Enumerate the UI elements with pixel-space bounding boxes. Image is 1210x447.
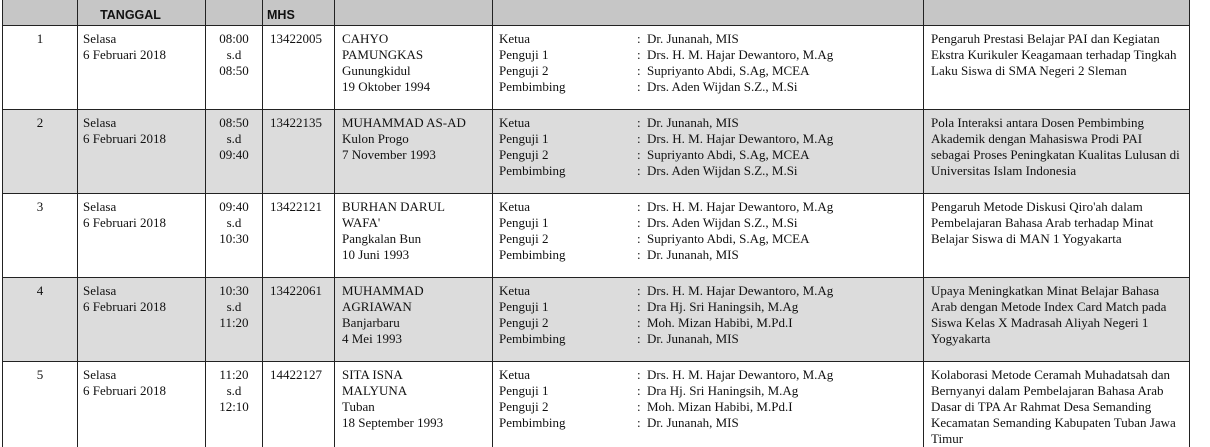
table-row [3, 278, 1190, 362]
date-text: 6 Februari 2018 [83, 299, 205, 315]
examiner-separator: : [637, 199, 647, 215]
student-name-cell [335, 194, 493, 278]
time-cell [206, 278, 263, 362]
examiner-separator: : [637, 299, 647, 315]
student-name-line: MUHAMMAD [342, 283, 492, 299]
examiner-row [499, 63, 923, 79]
header-row [3, 0, 1190, 26]
student-name-line: CAHYO [342, 31, 492, 47]
examiner-list [499, 31, 923, 95]
student-id-cell [263, 362, 335, 447]
table-row [3, 110, 1190, 194]
table-row [3, 26, 1190, 110]
schedule-table [2, 0, 1190, 447]
student-id: 13422135 [270, 115, 322, 130]
time-start: 09:40 [206, 199, 262, 215]
examiner-row [499, 399, 923, 415]
examiner-name: Drs. H. M. Hajar Dewantoro, M.Ag [647, 47, 833, 63]
student-id-cell [263, 278, 335, 362]
examiner-separator: : [637, 47, 647, 63]
header-mhs: MHS [263, 0, 335, 26]
date-cell [78, 110, 206, 194]
examiner-name: Moh. Mizan Habibi, M.Pd.I [647, 399, 793, 415]
row-number [3, 26, 78, 110]
examiner-separator: : [637, 415, 647, 431]
examiner-separator: : [637, 283, 647, 299]
table-row [3, 362, 1190, 447]
time-end: 11:20 [206, 315, 262, 331]
examiner-name: Drs. Aden Wijdan S.Z., M.Si [647, 215, 798, 231]
examiner-row [499, 79, 923, 95]
row-number-text: 1 [37, 31, 44, 46]
examiner-name: Moh. Mizan Habibi, M.Pd.I [647, 315, 793, 331]
time-start: 08:50 [206, 115, 262, 131]
examiner-row [499, 331, 923, 347]
student-name-lines [342, 367, 492, 431]
student-name-lines [342, 283, 492, 347]
examiner-list [499, 199, 923, 263]
examiner-name: Drs. Aden Wijdan S.Z., M.Si [647, 79, 798, 95]
day-text: Selasa [83, 367, 205, 383]
examiner-separator: : [637, 79, 647, 95]
student-name-line: Tuban [342, 399, 492, 415]
examiner-role: Ketua [499, 367, 637, 383]
day-text: Selasa [83, 283, 205, 299]
student-name-line: SITA ISNA [342, 367, 492, 383]
examiners-cell [493, 26, 924, 110]
header-judul [924, 0, 1190, 26]
examiner-role: Pembimbing [499, 247, 637, 263]
student-name-lines [342, 115, 492, 163]
student-name-line: Gunungkidul [342, 63, 492, 79]
examiner-row [499, 147, 923, 163]
examiner-role: Penguji 1 [499, 383, 637, 399]
examiner-list [499, 283, 923, 347]
time-sd: s.d [206, 131, 262, 147]
examiner-name: Dr. Junanah, MIS [647, 31, 739, 47]
time-end: 12:10 [206, 399, 262, 415]
examiner-role: Penguji 2 [499, 63, 637, 79]
header-penguji [493, 0, 924, 26]
examiner-separator: : [637, 247, 647, 263]
date-cell [78, 278, 206, 362]
student-id-cell [263, 194, 335, 278]
examiner-role: Pembimbing [499, 415, 637, 431]
examiner-name: Dr. Junanah, MIS [647, 115, 739, 131]
time-start: 10:30 [206, 283, 262, 299]
student-name-line: 7 November 1993 [342, 147, 492, 163]
examiner-row [499, 315, 923, 331]
examiner-role: Penguji 2 [499, 147, 637, 163]
examiner-name: Drs. H. M. Hajar Dewantoro, M.Ag [647, 283, 833, 299]
student-name-line: MUHAMMAD AS-AD [342, 115, 492, 131]
time-sd: s.d [206, 383, 262, 399]
thesis-title: Pola Interaksi antara Dosen Pembimbing Akademik dengan Mahasiswa Prodi PAI sebagai Proses Peningkatan Kualitas Lulusan di Universitas Islam Indonesia [931, 115, 1181, 179]
examiner-separator: : [637, 163, 647, 179]
examiner-name: Drs. H. M. Hajar Dewantoro, M.Ag [647, 367, 833, 383]
examiner-row [499, 47, 923, 63]
student-name-cell [335, 26, 493, 110]
day-text: Selasa [83, 31, 205, 47]
student-name-line: BURHAN DARUL [342, 199, 492, 215]
examiners-cell [493, 110, 924, 194]
examiner-separator: : [637, 399, 647, 415]
examiner-role: Ketua [499, 199, 637, 215]
examiner-row [499, 383, 923, 399]
thesis-title-cell [924, 26, 1190, 110]
time-cell [206, 362, 263, 447]
examiner-list [499, 115, 923, 179]
time-start: 08:00 [206, 31, 262, 47]
time-start: 11:20 [206, 367, 262, 383]
date-cell [78, 362, 206, 447]
day-text: Selasa [83, 115, 205, 131]
student-name-cell [335, 278, 493, 362]
student-name-line: 4 Mei 1993 [342, 331, 492, 347]
examiner-separator: : [637, 231, 647, 247]
student-name-line: WAFA' [342, 215, 492, 231]
examiner-name: Dr. Junanah, MIS [647, 247, 739, 263]
examiner-role: Pembimbing [499, 331, 637, 347]
student-name-line: Banjarbaru [342, 315, 492, 331]
examiner-row [499, 115, 923, 131]
examiner-separator: : [637, 115, 647, 131]
time-cell [206, 110, 263, 194]
student-name-line: 18 September 1993 [342, 415, 492, 431]
header-tanggal: TANGGAL [78, 0, 206, 26]
examiner-name: Drs. Aden Wijdan S.Z., M.Si [647, 163, 798, 179]
time-sd: s.d [206, 47, 262, 63]
thesis-title-cell [924, 194, 1190, 278]
examiner-name: Supriyanto Abdi, S.Ag, MCEA [647, 231, 810, 247]
examiner-role: Penguji 1 [499, 47, 637, 63]
date-cell [78, 194, 206, 278]
student-name-line: Pangkalan Bun [342, 231, 492, 247]
examiners-cell [493, 362, 924, 447]
time-sd: s.d [206, 299, 262, 315]
examiner-separator: : [637, 131, 647, 147]
examiner-name: Dr. Junanah, MIS [647, 331, 739, 347]
examiner-row [499, 31, 923, 47]
thesis-title-cell [924, 278, 1190, 362]
student-name-line: Kulon Progo [342, 131, 492, 147]
examiner-row [499, 283, 923, 299]
examiner-separator: : [637, 315, 647, 331]
examiner-row [499, 131, 923, 147]
time-sd: s.d [206, 215, 262, 231]
row-number [3, 194, 78, 278]
thesis-title: Pengaruh Prestasi Belajar PAI dan Kegiatan Ekstra Kurikuler Keagamaan terhadap Tingkah Laku Siswa di SMA Negeri 2 Sleman [931, 31, 1181, 79]
examiner-separator: : [637, 215, 647, 231]
examiner-row [499, 367, 923, 383]
examiner-name: Supriyanto Abdi, S.Ag, MCEA [647, 63, 810, 79]
time-cell [206, 194, 263, 278]
examiner-role: Ketua [499, 283, 637, 299]
thesis-title: Upaya Meningkatkan Minat Belajar Bahasa Arab dengan Metode Index Card Match pada Siswa Kelas X Madrasah Aliyah Negeri 1 Yogyakarta [931, 283, 1181, 347]
thesis-title-cell [924, 362, 1190, 447]
examiner-name: Dr. Junanah, MIS [647, 415, 739, 431]
header-jam [206, 0, 263, 26]
examiner-role: Penguji 2 [499, 231, 637, 247]
examiner-name: Drs. H. M. Hajar Dewantoro, M.Ag [647, 199, 833, 215]
examiner-row [499, 415, 923, 431]
examiner-role: Pembimbing [499, 163, 637, 179]
time-end: 08:50 [206, 63, 262, 79]
row-number [3, 110, 78, 194]
examiner-separator: : [637, 367, 647, 383]
row-number-text: 3 [37, 199, 44, 214]
student-name-line: 19 Oktober 1994 [342, 79, 492, 95]
examiners-cell [493, 278, 924, 362]
examiner-role: Penguji 1 [499, 131, 637, 147]
student-name-cell [335, 110, 493, 194]
examiner-role: Penguji 1 [499, 215, 637, 231]
examiner-name: Drs. H. M. Hajar Dewantoro, M.Ag [647, 131, 833, 147]
student-name-line: MALYUNA [342, 383, 492, 399]
row-number-text: 2 [37, 115, 44, 130]
examiner-role: Penguji 2 [499, 315, 637, 331]
examiner-separator: : [637, 63, 647, 79]
examiner-row [499, 299, 923, 315]
thesis-title-cell [924, 110, 1190, 194]
examiner-name: Dra Hj. Sri Haningsih, M.Ag [647, 383, 798, 399]
table-row [3, 194, 1190, 278]
examiner-separator: : [637, 331, 647, 347]
examiner-row [499, 215, 923, 231]
examiner-row [499, 163, 923, 179]
date-text: 6 Februari 2018 [83, 383, 205, 399]
examiner-row [499, 231, 923, 247]
examiner-separator: : [637, 31, 647, 47]
examiner-role: Ketua [499, 31, 637, 47]
examiner-separator: : [637, 383, 647, 399]
student-name-lines [342, 199, 492, 263]
student-name-line: AGRIAWAN [342, 299, 492, 315]
examiner-row [499, 247, 923, 263]
student-name-line: 10 Juni 1993 [342, 247, 492, 263]
time-end: 10:30 [206, 231, 262, 247]
student-id: 13422121 [270, 199, 322, 214]
examiner-role: Penguji 1 [499, 299, 637, 315]
student-name-line: PAMUNGKAS [342, 47, 492, 63]
header-nama [335, 0, 493, 26]
row-number-text: 4 [37, 283, 44, 298]
student-name-lines [342, 31, 492, 95]
time-end: 09:40 [206, 147, 262, 163]
student-id: 13422061 [270, 283, 322, 298]
student-id: 14422127 [270, 367, 322, 382]
student-id-cell [263, 26, 335, 110]
examiner-separator: : [637, 147, 647, 163]
thesis-title: Pengaruh Metode Diskusi Qiro'ah dalam Pembelajaran Bahasa Arab terhadap Minat Belajar Siswa di MAN 1 Yogyakarta [931, 199, 1181, 247]
student-id: 13422005 [270, 31, 322, 46]
date-cell [78, 26, 206, 110]
date-text: 6 Februari 2018 [83, 47, 205, 63]
examiner-role: Ketua [499, 115, 637, 131]
examiner-list [499, 367, 923, 431]
row-number [3, 362, 78, 447]
student-name-cell [335, 362, 493, 447]
student-id-cell [263, 110, 335, 194]
examiner-name: Dra Hj. Sri Haningsih, M.Ag [647, 299, 798, 315]
examiner-role: Penguji 2 [499, 399, 637, 415]
examiner-row [499, 199, 923, 215]
row-number [3, 278, 78, 362]
thesis-title: Kolaborasi Metode Ceramah Muhadatsah dan Bernyanyi dalam Pembelajaran Bahasa Arab Dasar di TPA Ar Rahmat Desa Semanding Kecamatan Semanding Kabupaten Tuban Jawa Timur [931, 367, 1181, 447]
row-number-text: 5 [37, 367, 44, 382]
day-text: Selasa [83, 199, 205, 215]
header-no [3, 0, 78, 26]
date-text: 6 Februari 2018 [83, 215, 205, 231]
examiner-name: Supriyanto Abdi, S.Ag, MCEA [647, 147, 810, 163]
date-text: 6 Februari 2018 [83, 131, 205, 147]
examiners-cell [493, 194, 924, 278]
examiner-role: Pembimbing [499, 79, 637, 95]
time-cell [206, 26, 263, 110]
